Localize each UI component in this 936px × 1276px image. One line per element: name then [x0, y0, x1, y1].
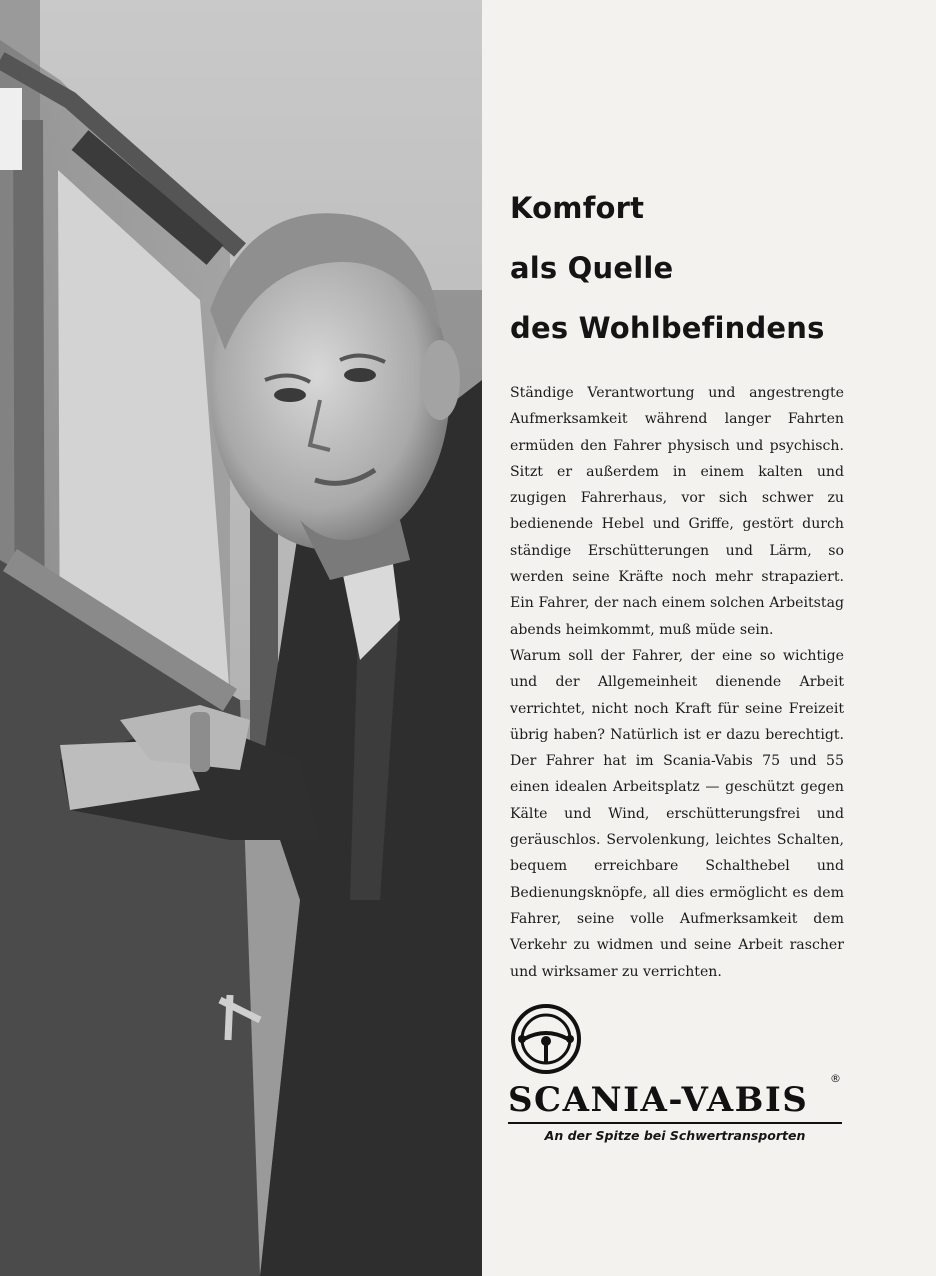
- registered-mark: ®: [830, 1072, 841, 1085]
- body-paragraph-1: Ständige Verantwortung und angestrengte Aufmerksamkeit während langer Fahrten ermüden den Fahrer physisch und psychisch. Sitzt er außerdem in einem kalten und zugigen Fahrerhaus, vor sich schwer zu bedienende Hebel und Griffe, gestört durch ständige Erschütterungen und Lärm, so werden seine Kräfte noch mehr strapaziert. Ein Fahrer, der nach einem solchen Arbeitstag abends heimkommt, muß müde sein.: [510, 385, 844, 638]
- brand-tagline: An der Spitze bei Schwertransporten: [544, 1128, 806, 1143]
- body-paragraph-2: Warum soll der Fahrer, der eine so wichtige und der Allgemeinheit dienende Arbeit verrichtet, nicht noch Kraft für seine Freizeit übrig haben? Natürlich ist er dazu berechtigt. Der Fahrer hat im Scania-Vabis 75 und 55 einen idealen Arbeitsplatz — geschützt gegen Kälte und Wind, erschütterungsfrei und geräuschlos. Servolenkung, leichtes Schalten, bequem erreichbare Schalthebel und Bedienungsknöpfe, all dies ermöglicht es dem Fahrer, seine volle Aufmerksamkeit dem Verkehr zu widmen und seine Arbeit rascher und wirksamer zu verrichten.: [510, 647, 844, 980]
- article-text-column: [510, 178, 844, 985]
- headline: [510, 178, 844, 358]
- scania-steering-wheel-emblem-icon: [510, 1003, 582, 1075]
- body-copy: [510, 380, 844, 985]
- headline-line-3: des Wohlbefindens: [510, 311, 825, 345]
- headline-line-1: Komfort: [510, 191, 645, 225]
- brand-underline: [508, 1122, 842, 1124]
- brand-name: SCANIA-VABIS: [508, 1080, 809, 1120]
- headline-line-2: als Quelle: [510, 251, 674, 285]
